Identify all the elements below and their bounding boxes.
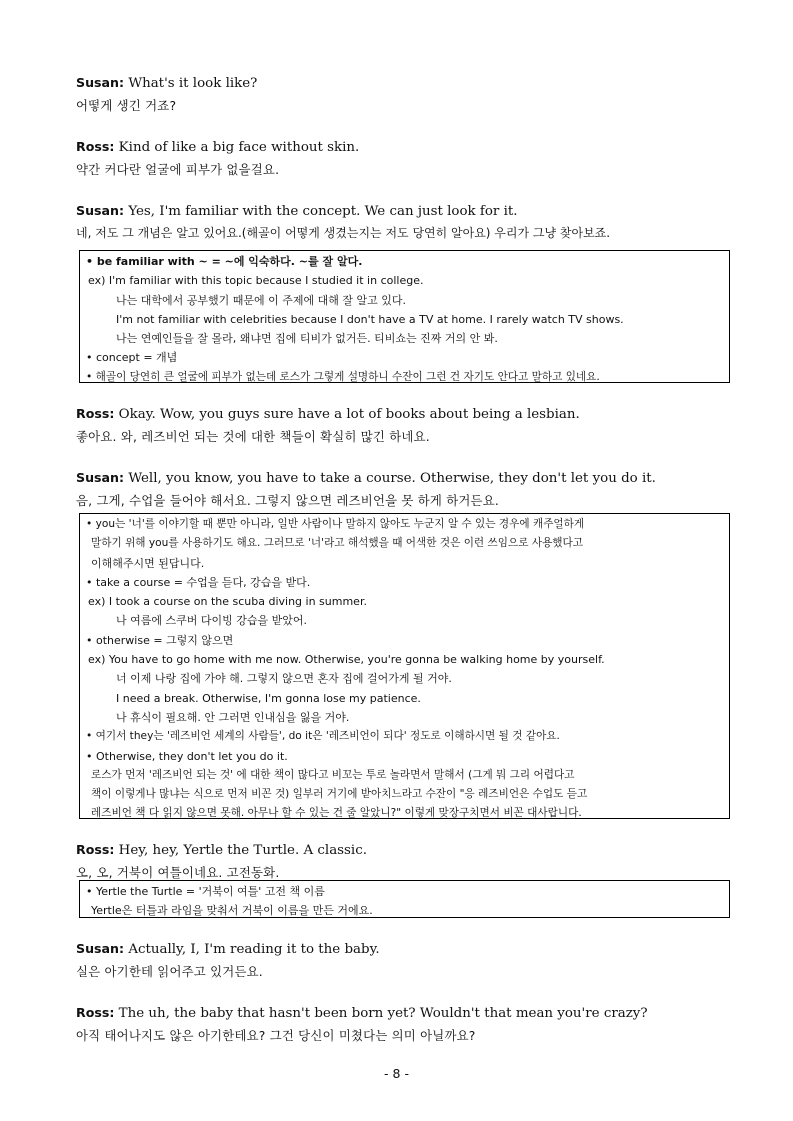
speaker-name: Ross:: [76, 1005, 115, 1020]
english-line: [76, 938, 726, 961]
dialogue-entry: [76, 467, 726, 511]
note-line: 말하기 위해 you를 사용하기도 해요. 그러므로 '너'라고 해석했을 때 어색한 것은 이런 쓰임으로 사용했다고: [91, 537, 584, 550]
note-line: • Otherwise, they don't let you do it.: [86, 749, 288, 763]
note-line: • concept = 개념: [86, 351, 178, 365]
note-line: 책이 이렇게나 많냐는 식으로 먼저 비꼰 것) 일부러 거기에 받아치느라고 수잔이 "응 레즈비언은 수업도 듣고: [91, 788, 588, 801]
vocabulary-note-box: [79, 250, 730, 383]
english-text: Actually, I, I'm reading it to the baby.: [128, 942, 380, 957]
english-text: What's it look like?: [128, 76, 258, 91]
speaker-name: Ross:: [76, 842, 115, 857]
note-line: • otherwise = 그렇지 않으면: [86, 633, 234, 647]
note-line: 로스가 먼저 '레즈비언 되는 것' 에 대한 책이 많다고 비꼬는 투로 놀라면서 말해서 (그게 뭐 그리 어렵다고: [91, 768, 575, 781]
korean-translation: 좋아요. 와, 레즈비언 되는 것에 대한 책들이 확실히 많긴 하네요.: [76, 428, 430, 444]
speaker-name: Ross:: [76, 139, 115, 154]
english-text: Yes, I'm familiar with the concept. We can just look for it.: [128, 204, 518, 219]
page-number: - 8 -: [384, 1066, 409, 1081]
english-text: Kind of like a big face without skin.: [118, 140, 360, 155]
korean-translation: 약간 커다란 얼굴에 피부가 없을걸요.: [76, 161, 280, 177]
dialogue-entry: [76, 839, 726, 883]
dialogue-entry: [76, 200, 726, 244]
note-line: 나 여름에 스쿠버 다이빙 강습을 받았어.: [116, 614, 307, 628]
note-line: 레즈비언 책 다 읽지 않으면 못해. 아무나 할 수 있는 건 줄 알았니?" 이렇게 맞장구치면서 비꼰 대사랍니다.: [91, 807, 582, 820]
speaker-name: Susan:: [76, 941, 125, 956]
english-line: [76, 72, 726, 95]
english-text: Well, you know, you have to take a course. Otherwise, they don't let you do it.: [128, 471, 656, 486]
korean-translation: 오, 오, 거북이 여틀이네요. 고전동화.: [76, 864, 280, 880]
dialogue-entry: [76, 136, 726, 180]
speaker-name: Ross:: [76, 406, 115, 421]
vocabulary-note-box: [79, 513, 730, 819]
note-line: • 해골이 당연히 큰 얼굴에 피부가 없는데 로스가 그렇게 설명하니 수잔이 그런 건 자기도 안다고 말하고 있네요.: [86, 370, 600, 383]
note-line: ex) I'm familiar with this topic because I studied it in college.: [88, 274, 424, 288]
dialogue-entry: [76, 403, 726, 447]
vocabulary-note-box: [79, 880, 730, 918]
english-text: Hey, hey, Yertle the Turtle. A classic.: [118, 843, 367, 858]
english-line: [76, 1002, 726, 1025]
english-line: [76, 136, 726, 159]
english-line: [76, 467, 726, 490]
english-text: Okay. Wow, you guys sure have a lot of books about being a lesbian.: [118, 407, 580, 422]
note-line: ex) I took a course on the scuba diving in summer.: [88, 595, 367, 609]
note-line: 나 휴식이 필요해. 안 그러면 인내심을 잃을 거야.: [116, 710, 350, 724]
dialogue-entry: [76, 938, 726, 982]
english-line: [76, 839, 726, 862]
note-line: • you는 '너'를 이야기할 때 뿐만 아니라, 일반 사람이나 말하지 않아도 누군지 알 수 있는 경우에 캐주얼하게: [86, 518, 585, 530]
dialogue-entry: [76, 72, 726, 116]
english-line: [76, 403, 726, 426]
speaker-name: Susan:: [76, 470, 125, 485]
note-line: • take a course = 수업을 듣다, 강습을 받다.: [86, 575, 311, 589]
english-line: [76, 200, 726, 223]
korean-translation: 실은 아기한테 읽어주고 있거든요.: [76, 963, 263, 979]
korean-translation: 음, 그게, 수업을 들어야 해서요. 그렇지 않으면 레즈비언을 못 하게 하거든요.: [76, 492, 500, 508]
english-text: The uh, the baby that hasn't been born yet? Wouldn't that mean you're crazy?: [118, 1006, 648, 1021]
korean-translation: 아직 태어나지도 않은 아기한테요? 그건 당신이 미쳤다는 의미 아닐까요?: [76, 1027, 476, 1043]
speaker-name: Susan:: [76, 75, 125, 90]
note-line: Yertle은 터틀과 라임을 맞춰서 거북이 이름을 만든 거에요.: [91, 904, 373, 918]
speaker-name: Susan:: [76, 203, 125, 218]
korean-translation: 네, 저도 그 개념은 알고 있어요.(해골이 어떻게 생겼는지는 저도 당연히 알아요) 우리가 그냥 찾아보죠.: [76, 225, 611, 240]
note-line: ex) You have to go home with me now. Otherwise, you're gonna be walking home by yourself.: [88, 653, 605, 667]
note-line: I need a break. Otherwise, I'm gonna lose my patience.: [116, 691, 421, 705]
note-line: • 여기서 they는 '레즈비언 세계의 사람들', do it은 '레즈비언이 되다' 정도로 이해하시면 될 것 같아요.: [86, 730, 560, 743]
note-line: 나는 대학에서 공부했기 때문에 이 주제에 대해 잘 알고 있다.: [116, 293, 406, 307]
korean-translation: 어떻게 생긴 거죠?: [76, 97, 177, 113]
note-line: • Yertle the Turtle = '거북이 여틀' 고전 책 이름: [86, 885, 325, 898]
note-line: I'm not familiar with celebrities because I don't have a TV at home. I rarely watch TV shows.: [116, 312, 624, 326]
note-line: • be familiar with ~ = ~에 익숙하다. ~를 잘 알다.: [86, 255, 363, 268]
note-line: 너 이제 나랑 집에 가야 해. 그렇지 않으면 혼자 집에 걸어가게 될 거야.: [116, 672, 452, 686]
note-line: 이해해주시면 된답니다.: [91, 556, 205, 570]
note-line: 나는 연예인들을 잘 몰라, 왜냐면 집에 티비가 없거든. 티비쇼는 진짜 거의 안 봐.: [116, 332, 498, 346]
dialogue-entry: [76, 1002, 726, 1046]
